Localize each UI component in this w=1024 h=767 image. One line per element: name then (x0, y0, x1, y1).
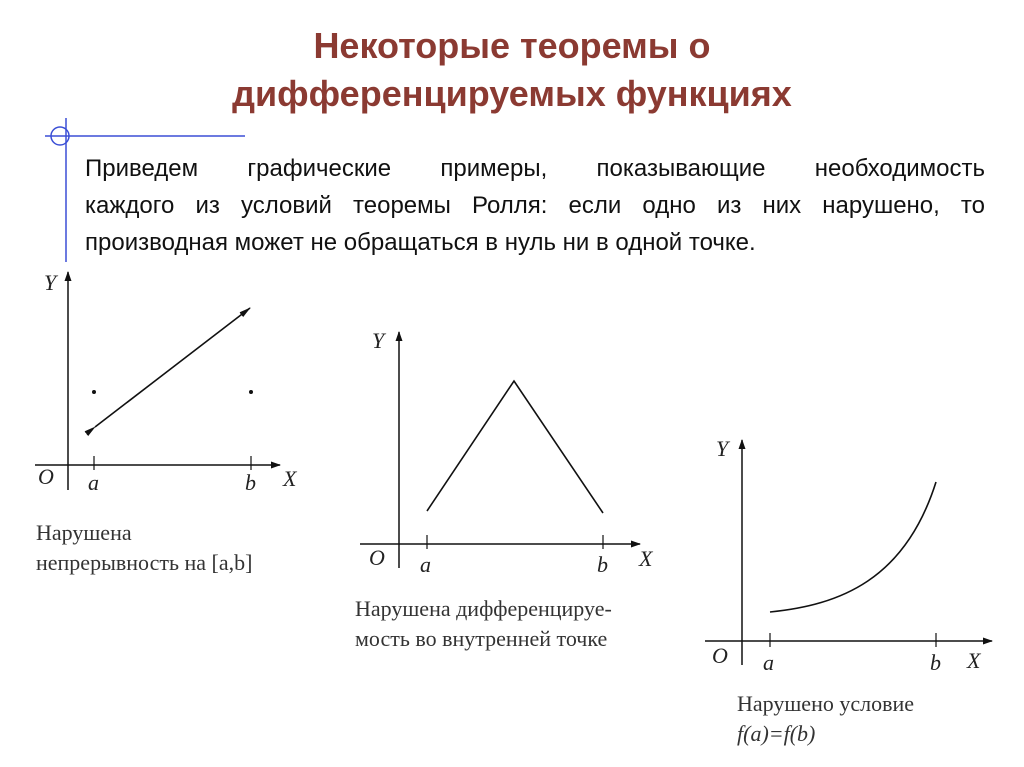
figure-1-b-label: b (245, 470, 256, 495)
figure-2-caption-line-2: мость во внутренней точке (355, 626, 608, 651)
figure-1-x-label: X (283, 466, 297, 491)
figure-1-caption-line-1: Нарушена (36, 520, 132, 545)
figure-1-origin-label: O (38, 464, 54, 489)
figure-3-caption-line-2: f(a)=f(b) (737, 721, 816, 746)
figure-2-caption-line-1: Нарушена дифференцируе- (355, 596, 612, 621)
figure-3-caption-line-1: Нарушено условие (737, 691, 915, 716)
slide-title-line-2: дифференцируемых функциях (232, 73, 792, 114)
figure-1-point-a (92, 390, 96, 394)
figure-1-discontinuity (35, 270, 298, 495)
slide-title-line-1: Некоторые теоремы о (313, 25, 711, 66)
figure-3-function-curve (770, 482, 936, 612)
figure-2-nondifferentiable (360, 328, 654, 577)
figure-2-origin-label: O (369, 545, 385, 570)
figure-2-x-label: X (639, 546, 653, 571)
figure-2-caption (355, 594, 612, 654)
figure-2-a-label: a (420, 552, 431, 577)
figure-3-endpoint-values (705, 436, 992, 675)
intro-line-3: производная может не обращаться в нуль ни в одной точке. (85, 229, 756, 256)
figure-3-x-label: X (967, 648, 981, 673)
figure-1-caption (36, 518, 252, 578)
figure-2-y-label: Y (372, 328, 385, 353)
figure-2-b-label: b (597, 552, 608, 577)
intro-line-1: Приведем графические примеры, показывающие необходимость (85, 155, 985, 182)
figure-3-a-label: a (763, 650, 774, 675)
figure-3-caption (737, 689, 914, 749)
figure-1-a-label: a (88, 470, 99, 495)
figure-1-point-b (249, 390, 253, 394)
figure-1-function-line (95, 308, 250, 427)
figure-3-y-label: Y (716, 436, 729, 461)
figure-1-caption-line-2: непрерывность на [a,b] (36, 550, 253, 575)
figure-1-y-label: Y (44, 270, 57, 295)
figure-2-function-curve (427, 381, 603, 513)
figure-3-b-label: b (930, 650, 941, 675)
intro-line-2: каждого из условий теоремы Ролля: если одно из них нарушено, то (85, 192, 985, 219)
figure-3-origin-label: O (712, 643, 728, 668)
